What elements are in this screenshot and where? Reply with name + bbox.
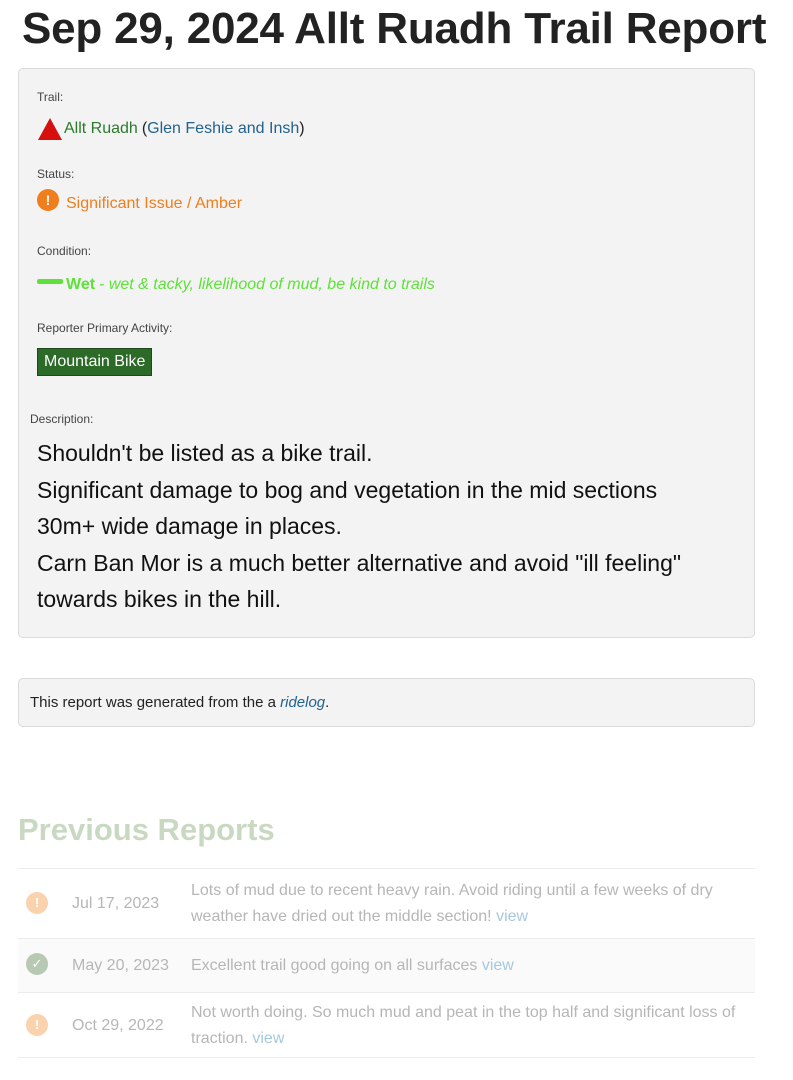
trail-region-link[interactable]: Glen Feshie and Insh: [147, 120, 300, 137]
description-line: towards bikes in the hill.: [37, 586, 282, 612]
description-line: Shouldn't be listed as a bike trail.: [37, 440, 373, 466]
description-line: Carn Ban Mor is a much better alternative and avoid "ill feeling": [37, 549, 682, 576]
alert-icon: !: [26, 892, 48, 914]
status-row: [37, 192, 243, 213]
view-link[interactable]: view: [481, 957, 514, 974]
report-summary: [191, 878, 751, 930]
condition-value: Wet: [66, 276, 96, 293]
condition-row: [37, 276, 435, 294]
description-text: [37, 435, 747, 618]
previous-reports-list: [18, 868, 755, 1058]
report-date: May 20, 2023: [72, 957, 169, 974]
checkmark-icon: ✓: [26, 953, 48, 975]
ridelog-notice: [18, 678, 755, 727]
paren-open: (: [141, 120, 148, 137]
description-label: Description:: [30, 412, 94, 426]
notice-suffix: .: [325, 694, 330, 711]
description-line: Significant damage to bog and vegetation in the mid sections: [37, 476, 658, 503]
alert-icon: !: [37, 189, 59, 211]
status-label: Status:: [37, 167, 75, 181]
view-link[interactable]: view: [496, 908, 529, 925]
condition-desc: - wet & tacky, likelihood of mud, be kind to trails: [99, 276, 435, 293]
report-summary: [191, 1000, 751, 1052]
report-summary-text: Not worth doing. So much mud and peat in the top half and significant loss of traction.: [191, 1004, 736, 1047]
report-date: Oct 29, 2022: [72, 1017, 164, 1034]
trail-row: [37, 117, 305, 141]
status-value: Significant Issue / Amber: [66, 195, 243, 212]
report-summary-text: Excellent trail good going on all surfaces: [191, 957, 478, 974]
ridelog-link[interactable]: ridelog: [280, 694, 326, 711]
previous-reports-heading: Previous Reports: [18, 812, 275, 847]
report-card: [18, 68, 755, 638]
trail-name-link[interactable]: Allt Ruadh: [64, 120, 138, 137]
report-date: Jul 17, 2023: [72, 895, 160, 912]
notice-prefix: This report was generated from the a: [30, 694, 281, 711]
condition-label: Condition:: [37, 244, 92, 258]
description-line: 30m+ wide damage in places.: [37, 513, 342, 539]
alert-icon: !: [26, 1014, 48, 1036]
report-summary: [191, 953, 751, 979]
trail-label: Trail:: [37, 90, 64, 104]
page-title: Sep 29, 2024 Allt Ruadh Trail Report: [22, 4, 767, 53]
list-item: [18, 992, 755, 1058]
activity-badge: Mountain Bike: [37, 348, 152, 376]
difficulty-triangle-icon: [37, 117, 63, 141]
paren-close: ): [299, 120, 305, 137]
wet-condition-icon: [37, 279, 63, 284]
list-item: [18, 868, 755, 938]
view-link[interactable]: view: [252, 1030, 285, 1047]
report-summary-text: Lots of mud due to recent heavy rain. Avoid riding until a few weeks of dry weather have dried out the middle section!: [191, 882, 713, 925]
list-item: [18, 938, 755, 992]
activity-label: Reporter Primary Activity:: [37, 321, 173, 335]
